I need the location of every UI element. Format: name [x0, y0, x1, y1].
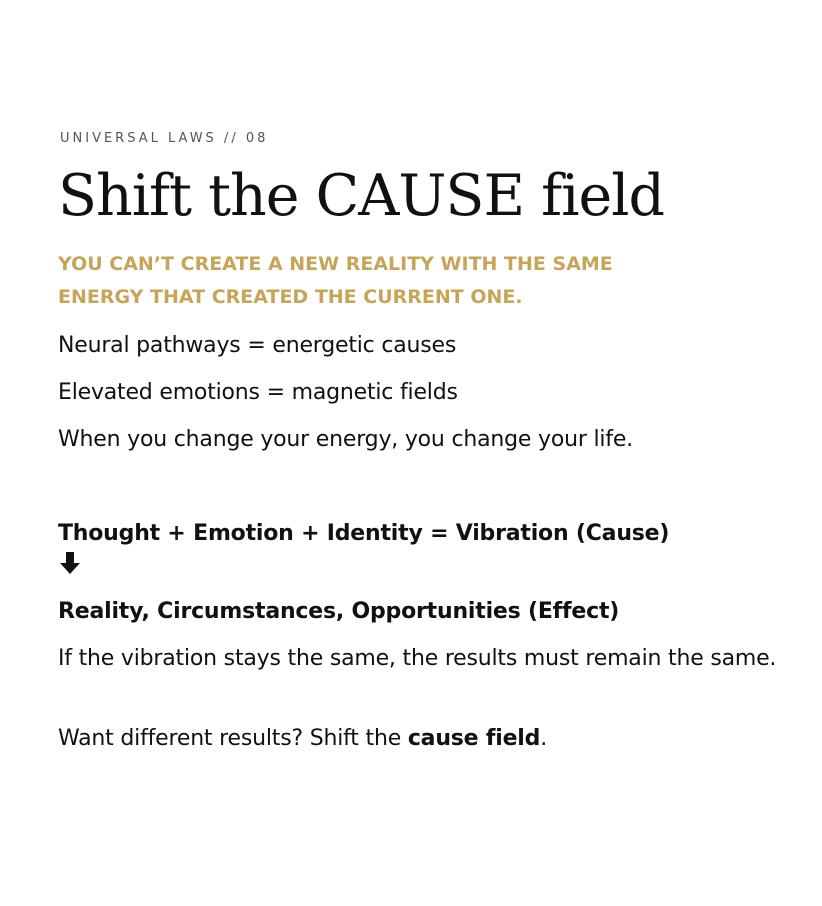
- statement-elevated-emotions: Elevated emotions = magnetic fields: [58, 380, 458, 405]
- closing-text: [58, 724, 547, 754]
- subheading: YOU CAN’T CREATE A NEW REALITY WITH THE SAME ENERGY THAT CREATED THE CURRENT ONE.: [58, 253, 613, 308]
- page-title: Shift the CAUSE field: [58, 163, 664, 229]
- formula-effect: Reality, Circumstances, Opportunities (Effect): [58, 599, 620, 624]
- conclusion-text: If the vibration stays the same, the results must remain the same.: [58, 646, 777, 671]
- closing-suffix: .: [540, 726, 547, 751]
- statement-neural-pathways: Neural pathways = energetic causes: [58, 333, 457, 358]
- statement-change-energy: When you change your energy, you change your life.: [58, 427, 633, 452]
- formula-cause: Thought + Emotion + Identity = Vibration (Cause): [58, 521, 670, 546]
- down-arrow-icon: [60, 552, 80, 578]
- closing-emphasis: cause field: [407, 726, 541, 751]
- closing-prefix: Want different results? Shift the: [58, 726, 408, 751]
- section-eyebrow: UNIVERSAL LAWS // 08: [60, 131, 269, 146]
